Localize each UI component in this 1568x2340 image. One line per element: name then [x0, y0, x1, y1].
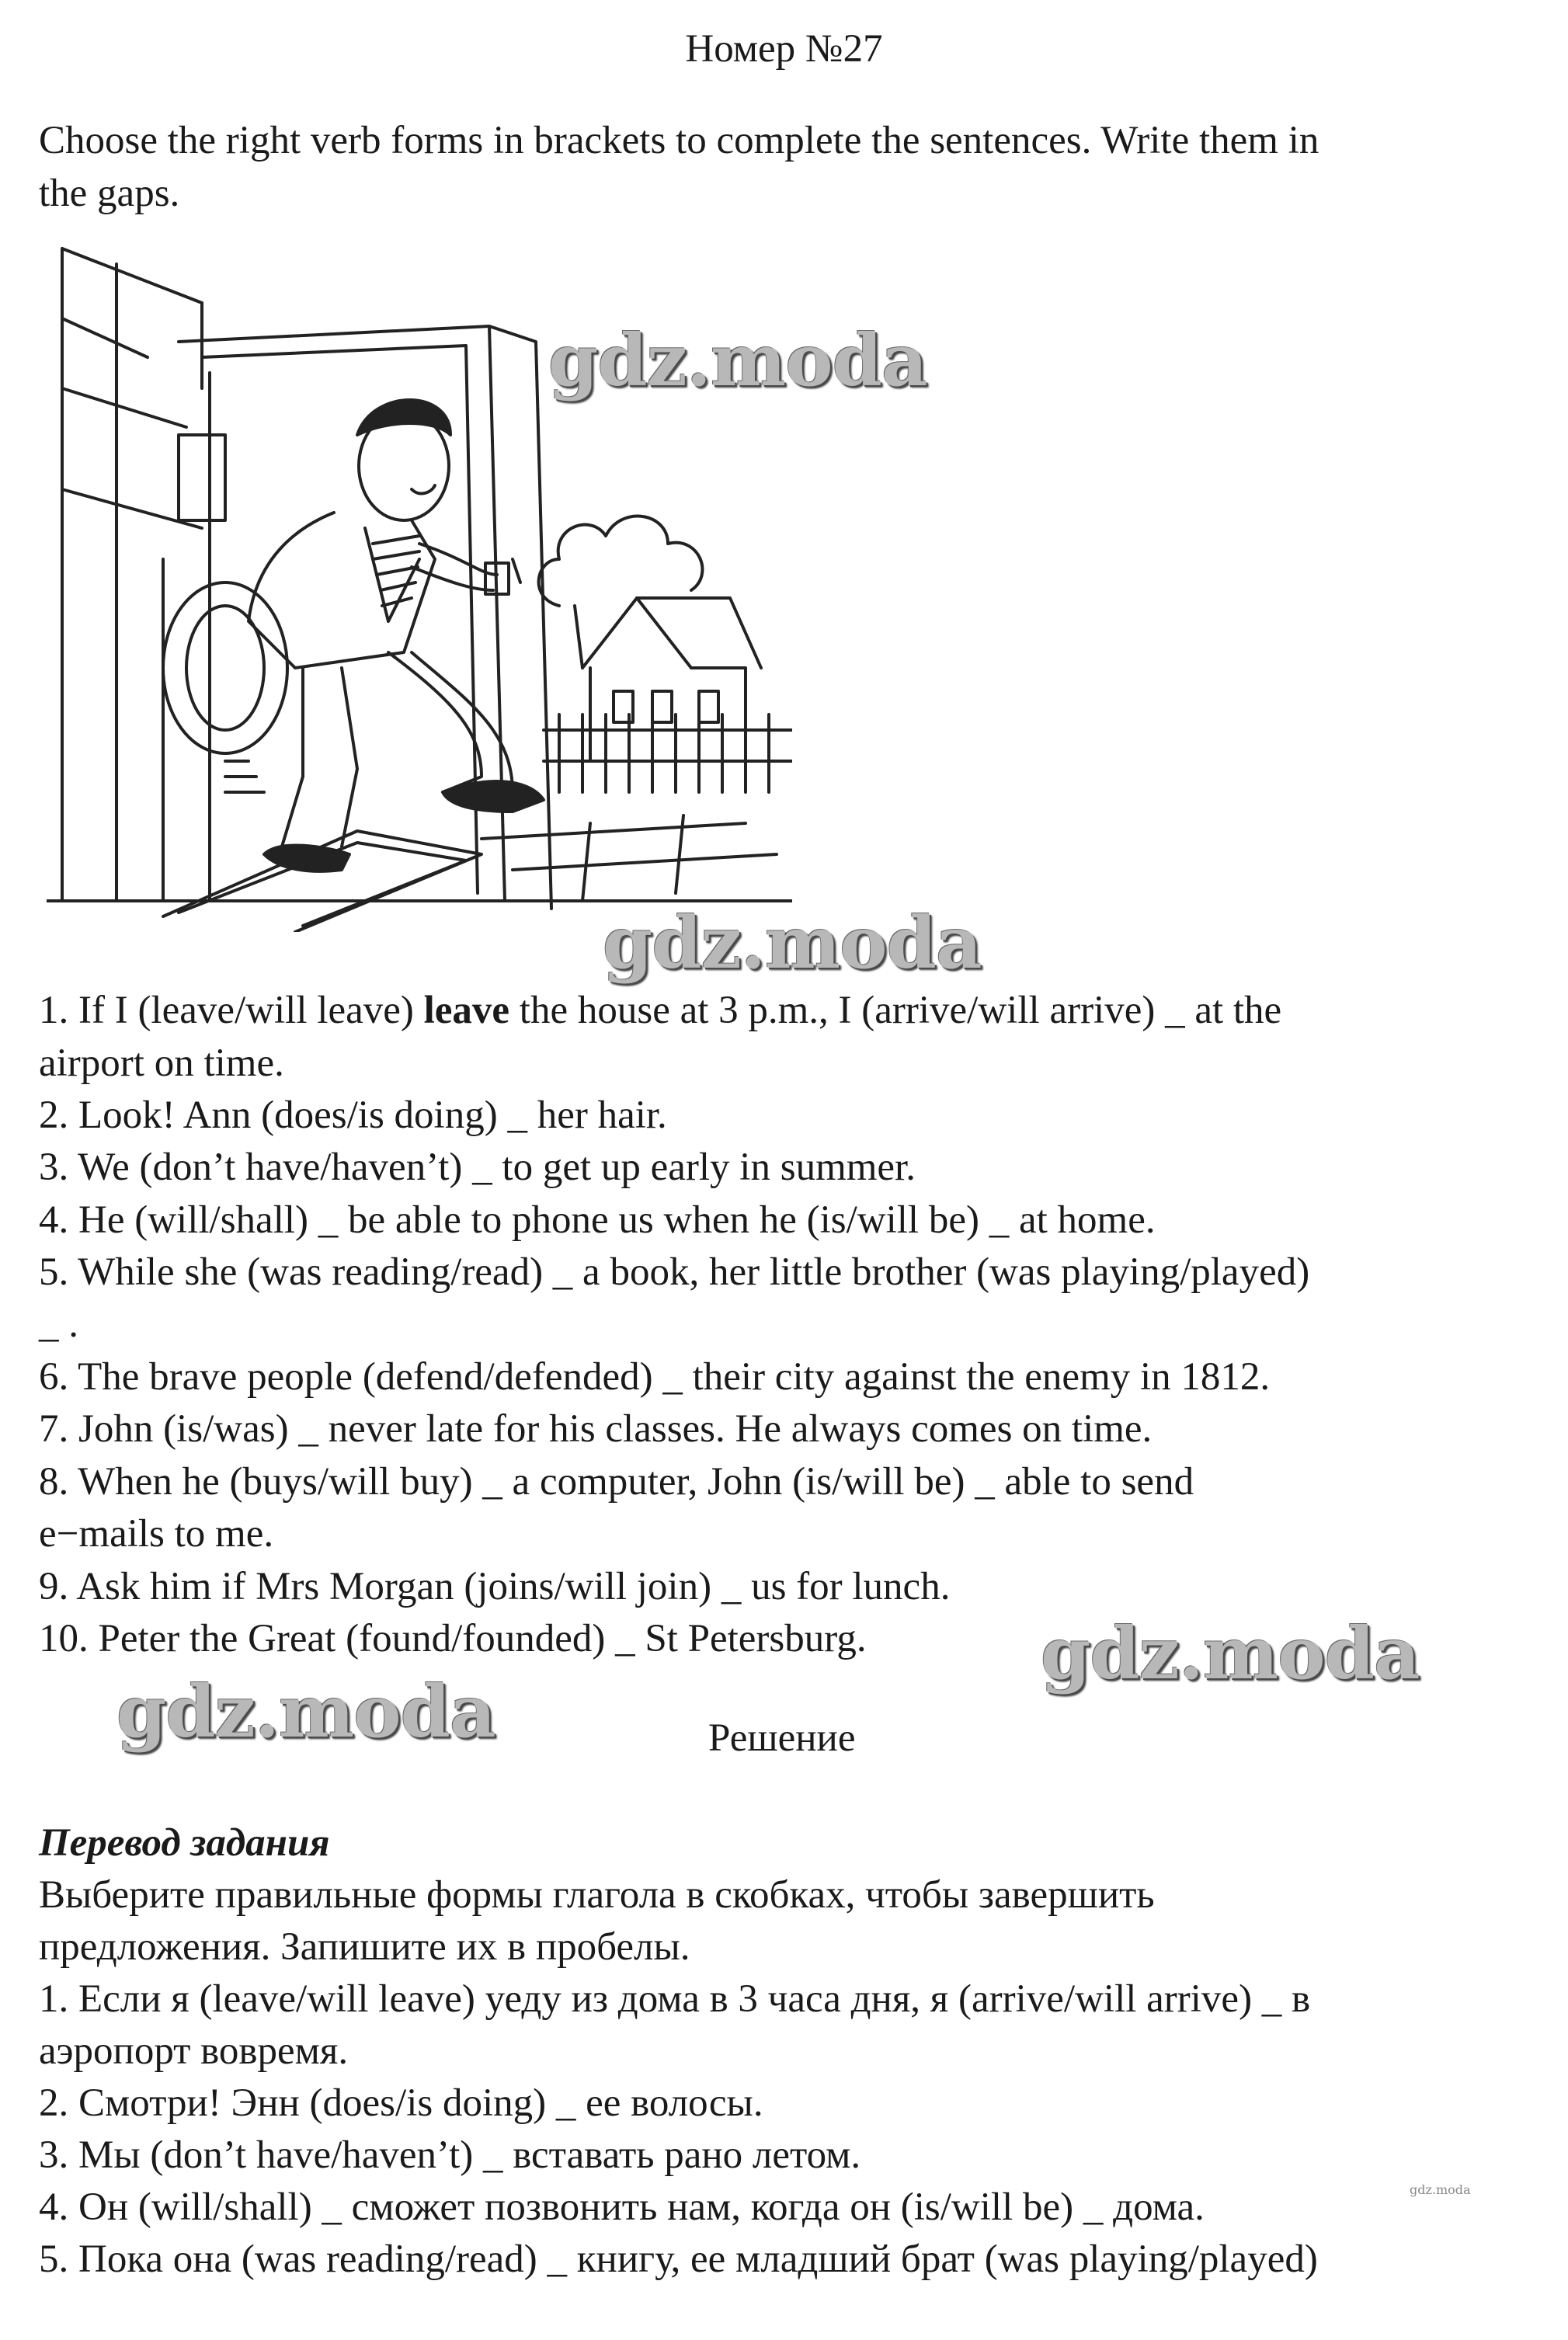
sentence-1-pre: 1. If I (leave/will leave): [39, 989, 424, 1032]
sentence-10: 10. Peter the Great (found/founded) _ St Petersburg.: [39, 1617, 867, 1660]
sentence-1-post: the house at 3 p.m., I (arrive/will arrive) _ at the: [509, 989, 1282, 1032]
watermark-4: gdz.moda: [116, 1670, 495, 1754]
watermark-small: gdz.moda: [1410, 2182, 1471, 2197]
translation-sentence-3: 3. Мы (don’t have/haven’t) _ вставать рано летом.: [39, 2133, 861, 2177]
instruction-line-1: Choose the right verb forms in brackets to complete the sentences. Write them in: [39, 119, 1319, 162]
sentence-3: 3. We (don’t have/haven’t) _ to get up early in summer.: [39, 1146, 916, 1189]
sentence-5-line-1: 5. While she (was reading/read) _ a book, her little brother (was playing/played): [39, 1250, 1310, 1294]
sentence-1-line-2: airport on time.: [39, 1041, 284, 1085]
solution-label: Решение: [708, 1716, 856, 1760]
sentence-5-line-2: _ .: [39, 1302, 78, 1346]
sentence-8-line-1: 8. When he (buys/will buy) _ a computer, John (is/will be) _ able to send: [39, 1460, 1194, 1504]
translation-sentence-4: 4. Он (will/shall) _ сможет позвонить нам, когда он (is/will be) _ дома.: [39, 2185, 1205, 2229]
translation-line-1: Выберите правильные формы глагола в скобках, чтобы завершить: [39, 1873, 1155, 1917]
sentence-7: 7. John (is/was) _ never late for his classes. He always comes on time.: [39, 1407, 1153, 1451]
sentence-6: 6. The brave people (defend/defended) _ their city against the enemy in 1812.: [39, 1355, 1271, 1399]
sentence-8-line-2: e−mails to me.: [39, 1512, 274, 1556]
sentence-2: 2. Look! Ann (does/is doing) _ her hair.: [39, 1094, 667, 1137]
translation-sentence-2: 2. Смотри! Энн (does/is doing) _ ее волосы.: [39, 2081, 763, 2125]
watermark-1: gdz.moda: [548, 318, 927, 402]
watermark-3: gdz.moda: [1041, 1612, 1420, 1695]
sentence-4: 4. He (will/shall) _ be able to phone us when he (is/will be) _ at home.: [39, 1198, 1156, 1242]
page-title: Номер №27: [685, 27, 883, 71]
instruction-line-2: the gaps.: [39, 172, 180, 215]
translation-sentence-1-line-1: 1. Если я (leave/will leave) уеду из дома в 3 часа дня, я (arrive/will arrive) _ в: [39, 1977, 1311, 2021]
sentence-9: 9. Ask him if Mrs Morgan (joins/will join) _ us for lunch.: [39, 1565, 951, 1608]
translation-sentence-1-line-2: аэропорт вовремя.: [39, 2029, 349, 2073]
translation-title: Перевод задания: [39, 1821, 330, 1865]
sentence-1-answer: leave: [423, 989, 510, 1032]
watermark-2: gdz.moda: [603, 901, 982, 985]
translation-sentence-5: 5. Пока она (was reading/read) _ книгу, ее младший брат (was playing/played): [39, 2237, 1318, 2281]
sentence-1: [39, 985, 1281, 1037]
translation-line-2: предложения. Запишите их в пробелы.: [39, 1925, 690, 1969]
